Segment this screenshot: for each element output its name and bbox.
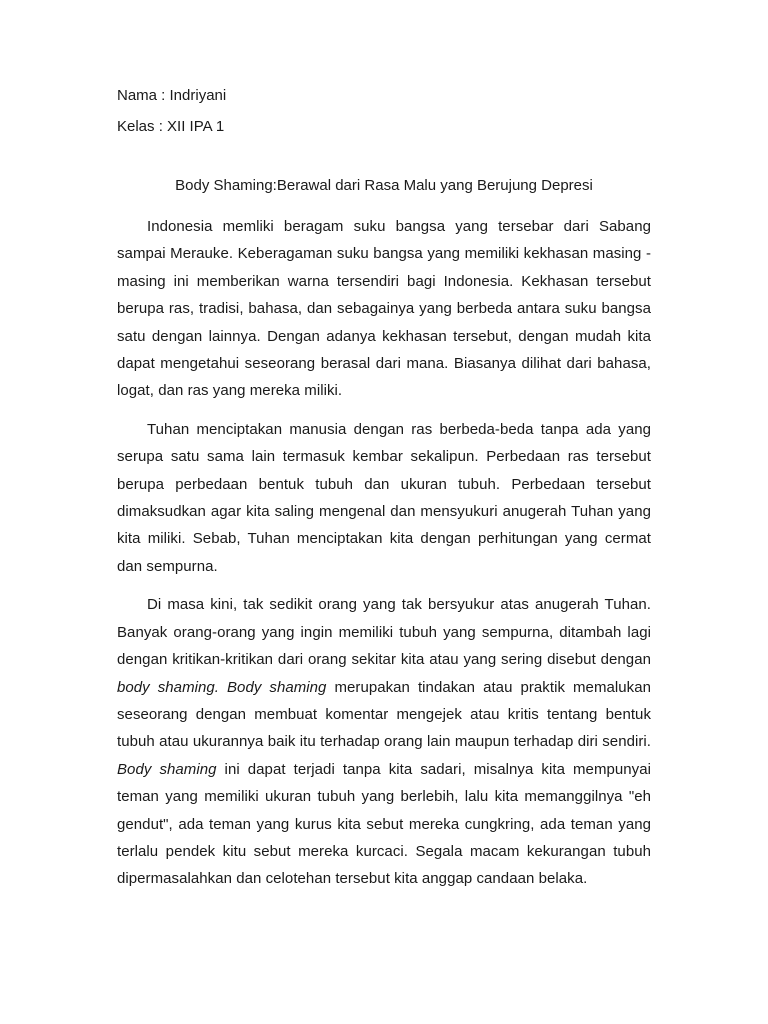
paragraph-3-text-2: merupakan tindakan atau praktik memalukan seseorang dengan membuat komentar mengejek atau kritis tentang bentuk tubuh atau ukurannya baik itu terhadap orang lain maupun terhadap diri sendiri.: [117, 678, 651, 751]
essay-title: Body Shaming:Berawal dari Rasa Malu yang Berujung Depresi: [175, 177, 593, 194]
paragraph-3: [117, 591, 651, 892]
student-name: Nama : Indriyani: [117, 87, 227, 104]
paragraph-3-text-1: Di masa kini, tak sedikit orang yang tak bersyukur atas anugerah Tuhan. Banyak orang-orang yang ingin memiliki tubuh yang sempurna, ditambah lagi dengan kritikan-kritikan dari orang sekitar kita atau yang sering disebut dengan: [117, 596, 651, 669]
paragraph-2: Tuhan menciptakan manusia dengan ras berbeda-beda tanpa ada yang serupa satu sama lain termasuk kembar sekalipun. Perbedaan ras tersebut berupa perbedaan bentuk tubuh dan ukuran tubuh. Perbedaan tersebut dimaksudkan agar kita saling mengenal dan mensyukuri anugerah Tuhan yang kita miliki. Sebab, Tuhan menciptakan kita dengan perhitungan yang cermat dan sempurna.: [117, 420, 651, 575]
paragraph-3-text-3: ini dapat terjadi tanpa kita sadari, misalnya kita mempunyai teman yang memiliki ukuran tubuh yang berlebih, lalu kita memanggilnya "eh gendut", ada teman yang kurus kita sebut mereka cungkring, ada teman yang terlalu pendek kitu sebut mereka kurcaci. Segala macam kekurangan tubuh dipermasalahkan dan celotehan tersebut kita anggap candaan belaka.: [117, 760, 651, 888]
student-class: Kelas : XII IPA 1: [117, 118, 225, 135]
paragraph-3-italic-2: Body shaming: [117, 760, 217, 778]
paragraph-3-italic-1: body shaming. Body shaming: [117, 678, 327, 696]
essay-body: [117, 213, 651, 904]
paragraph-1: Indonesia memliki beragam suku bangsa yang tersebar dari Sabang sampai Merauke. Keberagaman suku bangsa yang memiliki kekhasan masing -masing ini memberikan warna tersendiri bagi Indonesia. Kekhasan tersebut berupa ras, tradisi, bahasa, dan sebagainya yang berbeda antara suku bangsa satu dengan lainnya. Dengan adanya kekhasan tersebut, dengan mudah kita dapat mengetahui seseorang berasal dari mana. Biasanya dilihat dari bahasa, logat, dan ras yang mereka miliki.: [117, 218, 651, 400]
